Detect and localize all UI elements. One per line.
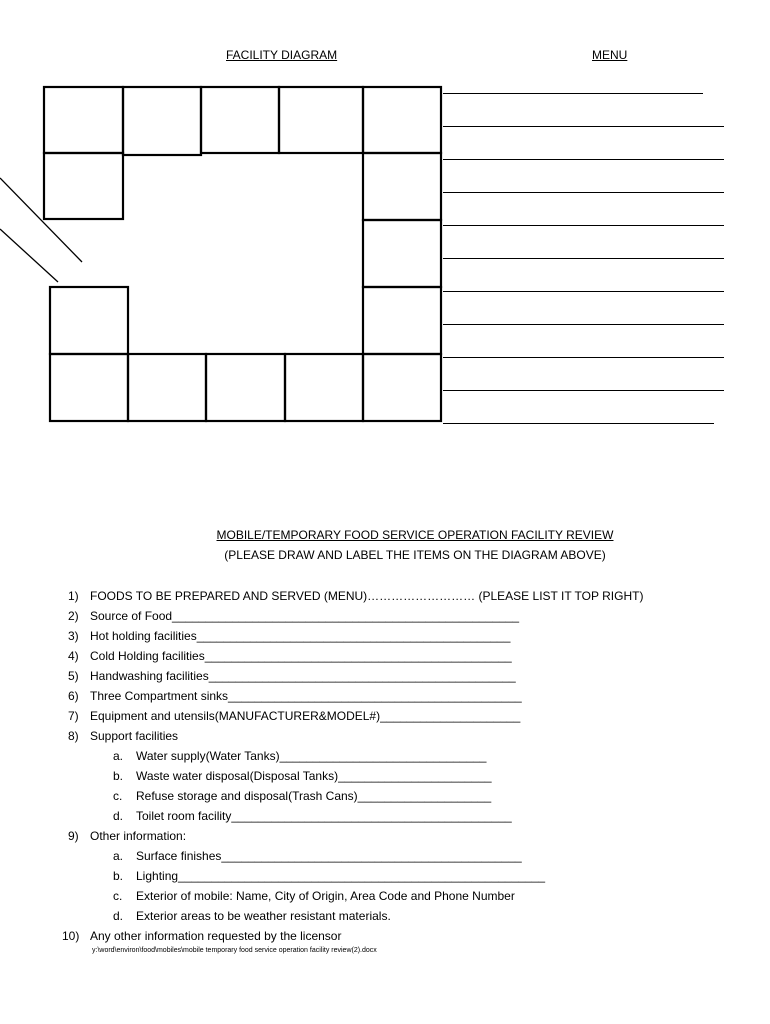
diagram-box bbox=[363, 287, 441, 354]
sub-item: Exterior of mobile: Name, City of Origin, Area Code and Phone Number bbox=[136, 889, 515, 903]
menu-line[interactable] bbox=[443, 291, 724, 292]
sub-item[interactable]: Toilet room facility__________________________________________ bbox=[136, 809, 512, 823]
entrance-line bbox=[0, 229, 58, 282]
menu-line[interactable] bbox=[443, 126, 724, 127]
sub-item[interactable]: Lighting_______________________________________________________ bbox=[136, 869, 546, 883]
menu-line[interactable] bbox=[443, 357, 724, 358]
item-number: 1) bbox=[68, 589, 79, 603]
item-number: 8) bbox=[68, 729, 79, 743]
diagram-box bbox=[285, 354, 363, 421]
item-number: 4) bbox=[68, 649, 79, 663]
item-number: 6) bbox=[68, 689, 79, 703]
sub-letter: a. bbox=[113, 849, 124, 863]
diagram-box bbox=[128, 354, 206, 421]
diagram-box bbox=[363, 354, 441, 421]
sub-item[interactable]: Refuse storage and disposal(Trash Cans)____________________ bbox=[136, 789, 492, 803]
sub-letter: a. bbox=[113, 749, 124, 763]
footer-file-path: y:\word\environ\food\mobiles\mobile temporary food service operation facility review(2).docx bbox=[92, 947, 377, 954]
item-number: 7) bbox=[68, 709, 79, 723]
list-item[interactable]: Cold Holding facilities______________________________________________ bbox=[90, 649, 512, 663]
diagram-box bbox=[363, 153, 441, 220]
diagram-box bbox=[44, 87, 123, 153]
list-item: Any other information requested by the licensor bbox=[90, 929, 342, 943]
sub-letter: c. bbox=[113, 789, 123, 803]
sub-letter: b. bbox=[113, 769, 124, 783]
item-number: 3) bbox=[68, 629, 79, 643]
facility-diagram bbox=[0, 0, 770, 440]
review-subtitle: (PLEASE DRAW AND LABEL THE ITEMS ON THE DIAGRAM ABOVE) bbox=[224, 548, 606, 562]
review-title: MOBILE/TEMPORARY FOOD SERVICE OPERATION FACILITY REVIEW bbox=[216, 528, 614, 542]
diagram-box bbox=[123, 87, 201, 155]
menu-line[interactable] bbox=[443, 390, 724, 391]
item-number: 9) bbox=[68, 829, 79, 843]
list-item: Support facilities bbox=[90, 729, 179, 743]
item-number: 10) bbox=[62, 929, 80, 943]
diagram-box bbox=[50, 287, 128, 354]
list-item[interactable]: Three Compartment sinks____________________________________________ bbox=[90, 689, 522, 703]
facility-diagram-title: FACILITY DIAGRAM bbox=[226, 48, 338, 62]
diagram-box bbox=[279, 87, 363, 153]
menu-line[interactable] bbox=[443, 225, 724, 226]
sub-letter: b. bbox=[113, 869, 124, 883]
menu-title: MENU bbox=[592, 48, 628, 62]
menu-line[interactable] bbox=[443, 192, 724, 193]
item-number: 5) bbox=[68, 669, 79, 683]
sub-letter: d. bbox=[113, 909, 124, 923]
sub-letter: d. bbox=[113, 809, 124, 823]
list-item: Other information: bbox=[90, 829, 187, 843]
menu-line[interactable] bbox=[443, 258, 724, 259]
diagram-box bbox=[206, 354, 285, 421]
list-item[interactable]: Hot holding facilities_______________________________________________ bbox=[90, 629, 511, 643]
item-number: 2) bbox=[68, 609, 79, 623]
menu-line[interactable] bbox=[443, 93, 703, 94]
menu-line[interactable] bbox=[443, 324, 724, 325]
diagram-box bbox=[201, 87, 279, 153]
sub-item: Exterior areas to be weather resistant materials. bbox=[136, 909, 391, 923]
sub-letter: c. bbox=[113, 889, 123, 903]
list-item[interactable]: Equipment and utensils(MANUFACTURER&MODEL#)_____________________ bbox=[90, 709, 521, 723]
list-item[interactable]: Handwashing facilities______________________________________________ bbox=[90, 669, 516, 683]
sub-item[interactable]: Surface finishes_____________________________________________ bbox=[136, 849, 522, 863]
diagram-box bbox=[363, 87, 441, 153]
sub-item[interactable]: Water supply(Water Tanks)_______________________________ bbox=[136, 749, 487, 763]
diagram-box bbox=[44, 153, 123, 219]
diagram-box bbox=[50, 354, 128, 421]
menu-line[interactable] bbox=[443, 159, 724, 160]
sub-item[interactable]: Waste water disposal(Disposal Tanks)_______________________ bbox=[136, 769, 492, 783]
list-item: FOODS TO BE PREPARED AND SERVED (MENU)……………………… (PLEASE LIST IT TOP RIGHT) bbox=[90, 589, 644, 603]
menu-line[interactable] bbox=[443, 423, 714, 424]
list-item[interactable]: Source of Food____________________________________________________ bbox=[90, 609, 520, 623]
diagram-box bbox=[363, 220, 441, 287]
